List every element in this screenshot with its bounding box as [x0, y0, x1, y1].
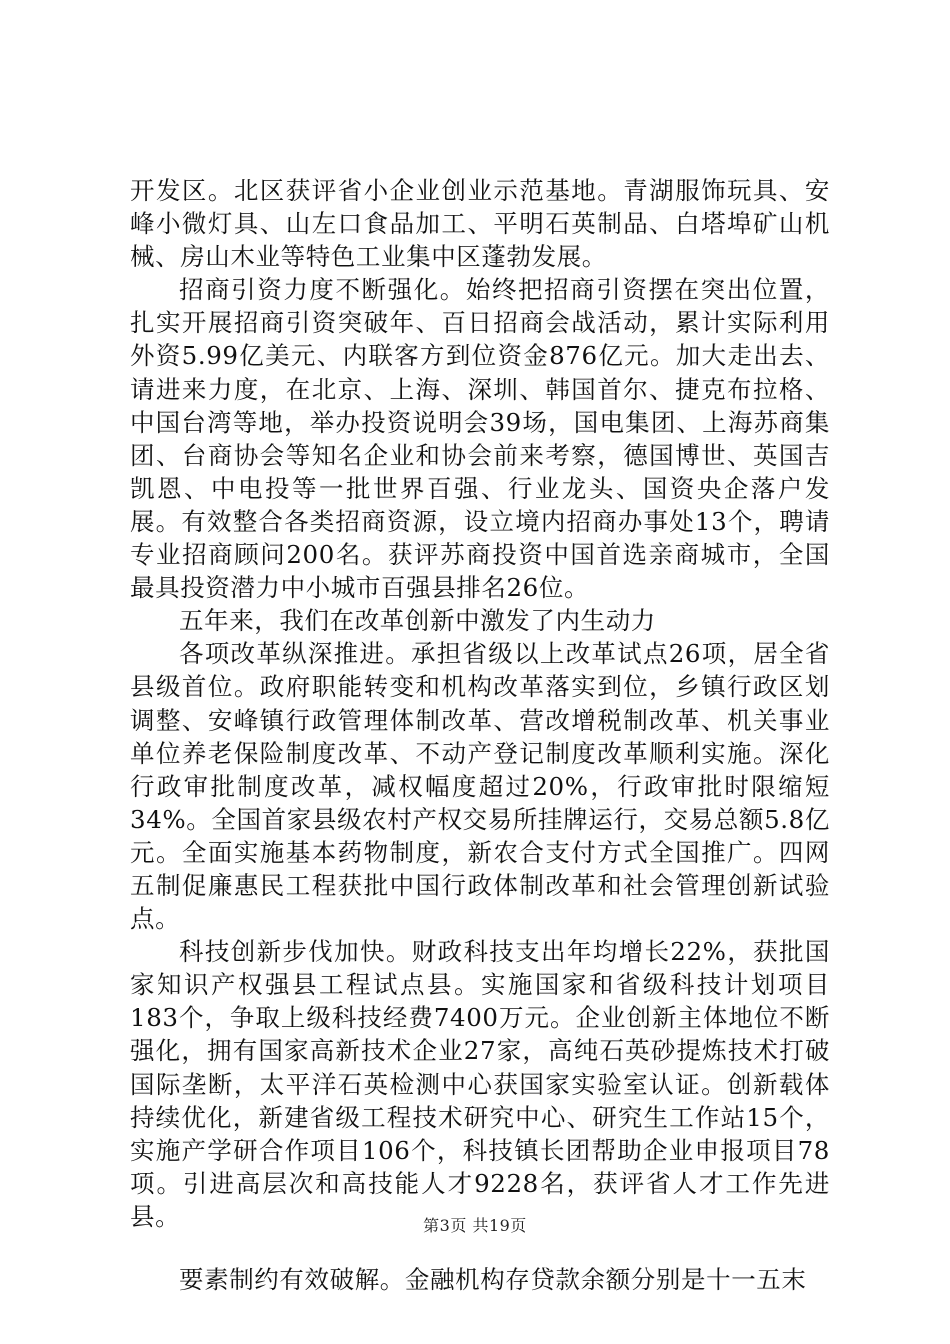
- paragraph-innovation: 科技创新步伐加快。财政科技支出年均增长22%，获批国家知识产权强县工程试点县。实施国家和省级科技计划项目183个，争取上级科技经费7400万元。企业创新主体地位不断强化，拥有国家高新技术企业27家，高纯石英砂提炼技术打破国际垄断，太平洋石英检测中心获国家实验室认证。创新载体持续优化，新建省级工程技术研究中心、研究生工作站15个，实施产学研合作项目106个，科技镇长团帮助企业申报项目78项。引进高层次和高技能人才9228名，获评省人才工作先进县。: [130, 937, 830, 1231]
- page-number-footer: 第3页 共19页: [423, 1216, 527, 1235]
- paragraph-factors: 要素制约有效破解。金融机构存贷款余额分别是十一五末: [179, 1265, 807, 1294]
- paragraph-continuation: 开发区。北区获评省小企业创业示范基地。青湖服饰玩具、安峰小微灯具、山左口食品加工、平明石英制品、白塔埠矿山机械、房山木业等特色工业集中区蓬勃发展。: [130, 176, 830, 272]
- paragraph-reform: 各项改革纵深推进。承担省级以上改革试点26项，居全省县级首位。政府职能转变和机构改革落实到位，乡镇行政区划调整、安峰镇行政管理体制改革、营改增税制改革、机关事业单位养老保险制度改革、不动产登记制度改革顺利实施。深化行政审批制度改革，减权幅度超过20%，行政审批时限缩短34%。全国首家县级农村产权交易所挂牌运行，交易总额5.8亿元。全面实施基本药物制度，新农合支付方式全国推广。四网五制促廉惠民工程获批中国行政体制改革和社会管理创新试验点。: [130, 639, 830, 934]
- document-body: [130, 174, 830, 1296]
- paragraph-investment: 招商引资力度不断强化。始终把招商引资摆在突出位置，扎实开展招商引资突破年、百日招商会战活动，累计实际利用外资5.99亿美元、内联客方到位资金876亿元。加大走出去、请进来力度，在北京、上海、深圳、韩国首尔、捷克布拉格、中国台湾等地，举办投资说明会39场，国电集团、上海苏商集团、台商协会等知名企业和协会前来考察，德国博世、英国吉凯恩、中电投等一批世界百强、行业龙头、国资央企落户发展。有效整合各类招商资源，设立境内招商办事处13个，聘请专业招商顾问200名。获评苏商投资中国首选亲商城市，全国最具投资潜力中小城市百强县排名26位。: [130, 275, 830, 603]
- section-heading-reform: 五年来，我们在改革创新中激发了内生动力: [179, 606, 656, 636]
